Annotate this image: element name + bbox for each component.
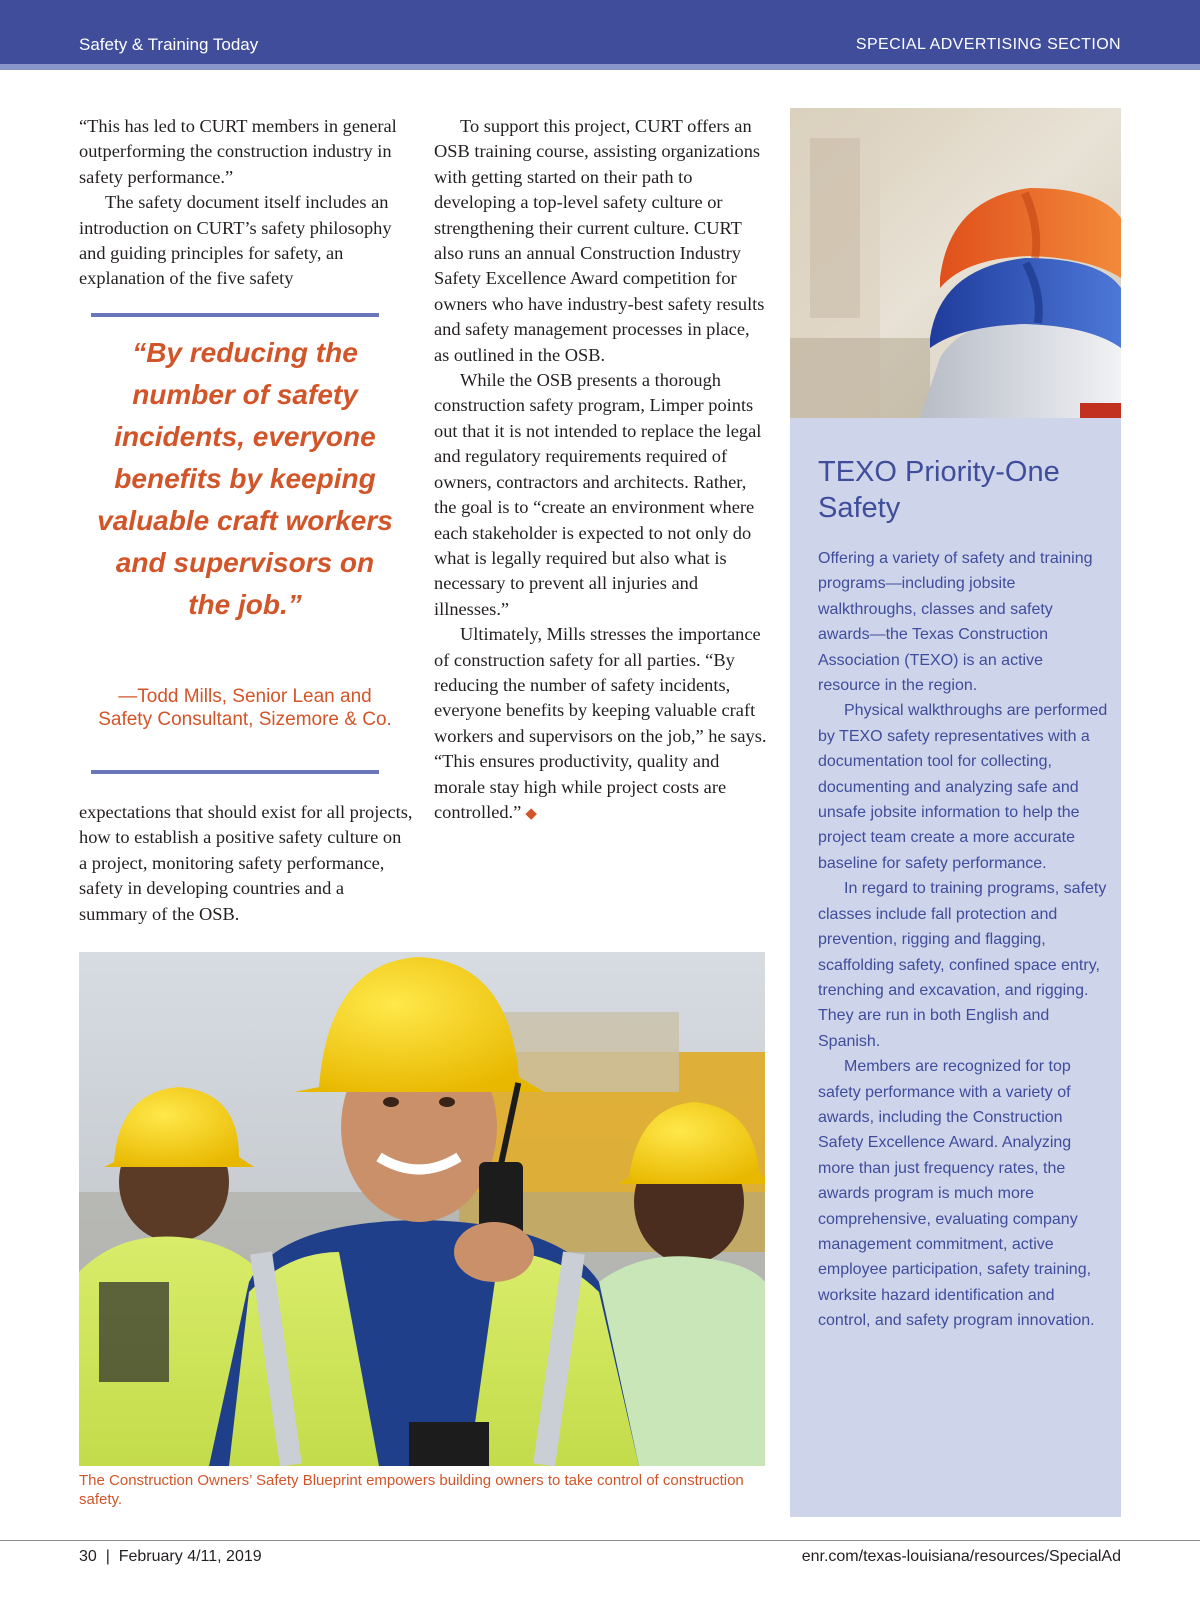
pullquote-rule-top [91, 313, 379, 317]
paragraph: While the OSB presents a thorough construction safety program, Limper points out that it is not intended to replace the legal and regulatory requirements required of owners, contractors and architects. Rather, the goal is to “create an environment where each stakeholder is expected to not only do what is legally required but also what is necessary to prevent all injuries and illnesses.” [434, 370, 762, 619]
hard-hats-illustration [790, 108, 1121, 418]
paragraph: To support this project, CURT offers an OSB training course, assisting organizations with getting started on their path to developing a top-level safety culture or strengthening their current culture. CURT also runs an annual Construction Industry Safety Excellence Award competition for owners who have industry-best safety results and safety management processes in place, as outlined in the OSB. [434, 116, 765, 365]
footer-url: enr.com/texas-louisiana/resources/SpecialAd [801, 1548, 1121, 1565]
paragraph: “This has led to CURT members in general outperforming the construction industry in safety performance.” [79, 116, 397, 187]
hard-hats-photo [790, 108, 1121, 418]
sidebar-title: TEXO Priority-One Safety [818, 456, 1060, 524]
sidebar-paragraph: In regard to training programs, safety classes include fall protection and prevention, rigging and flagging, scaffolding safety, confined space entry, trenching and excavation, and rigging. They are run in both English and Spanish. [818, 880, 1107, 1050]
paragraph: The safety document itself includes an introduction on CURT’s safety philosophy and guiding principles for safety, an explanation of the five safety [79, 192, 392, 289]
footer-rule [0, 1540, 1200, 1541]
column-1-bottom [79, 800, 414, 927]
paragraph [434, 622, 769, 827]
photo-caption: The Construction Owners’ Safety Blueprint empowers building owners to take control of construction safety. [79, 1472, 744, 1508]
pullquote-rule-bottom [91, 770, 379, 774]
header-stripe [0, 64, 1200, 70]
sidebar-paragraph: Members are recognized for top safety performance with a variety of awards, including the Construction Safety Excellence Award. Analyzing more than just frequency rates, the awards program is much more comprehensive, evaluating company management commitment, active employee participation, safety training, worksite hazard identification and control, and safety program innovation. [818, 1058, 1095, 1330]
section-title: Safety & Training Today [79, 35, 259, 54]
construction-workers-illustration [79, 952, 765, 1466]
page-number-date: 30 | February 4/11, 2019 [79, 1548, 262, 1565]
sidebar-paragraph: Offering a variety of safety and training programs—including jobsite walkthroughs, classes and safety awards—the Texas Construction Association (TEXO) is an active resource in the region. [818, 550, 1093, 695]
pullquote-attribution: —Todd Mills, Senior Lean and Safety Consultant, Sizemore & Co. [98, 686, 392, 730]
special-advertising-label: SPECIAL ADVERTISING SECTION [855, 36, 1121, 53]
paragraph-text: Ultimately, Mills stresses the importance of construction safety for all parties. “By reducing the number of safety incidents, everyone benefits by keeping valuable craft workers and supervisors on the job,” he says. “This ensures productivity, quality and morale stay high while project costs are controlled.” [434, 624, 767, 822]
paragraph: expectations that should exist for all projects, how to establish a positive safety culture on a project, monitoring safety performance, safety in developing countries and a summary of the OSB. [79, 802, 413, 924]
pullquote: “By reducing the number of safety incidents, everyone benefits by keeping valuable craft workers and supervisors on the job.” [97, 337, 393, 620]
end-mark-icon: ◆ [525, 805, 537, 822]
sidebar-paragraph: Physical walkthroughs are performed by TEXO safety representatives with a documentation tool for collecting, documenting and analyzing safe and unsafe jobsite information to help the project team create a more accurate baseline for safety performance. [818, 702, 1108, 872]
column-2 [434, 114, 769, 827]
sidebar-body [818, 546, 1108, 1334]
construction-workers-photo [79, 952, 765, 1466]
column-1-top [79, 114, 414, 292]
